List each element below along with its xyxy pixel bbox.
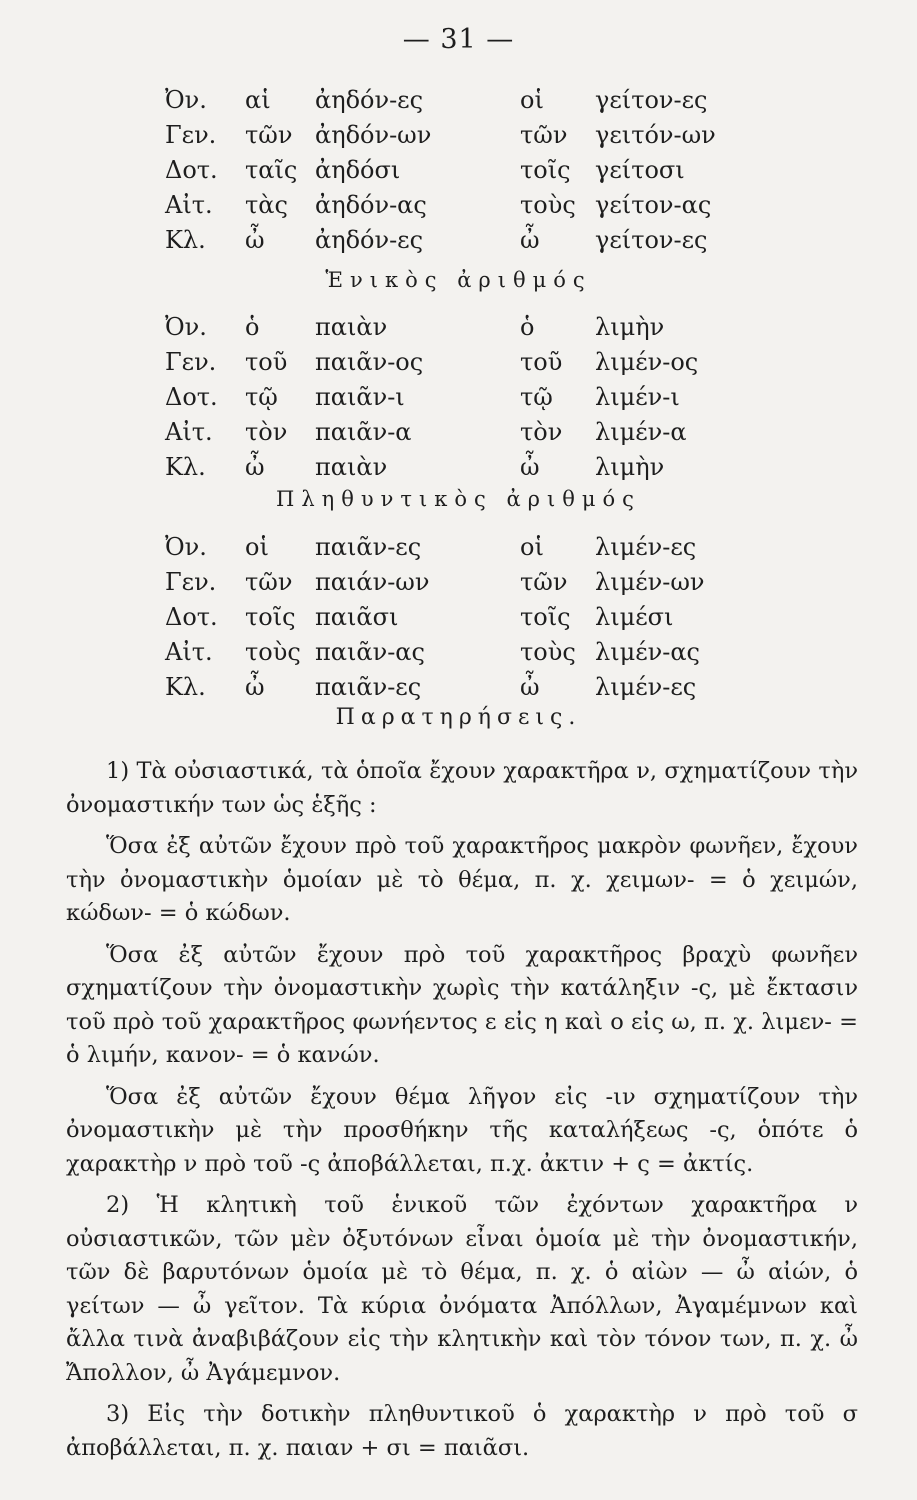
plural-heading: Πληθυντικὸς ἀριθμός [276,487,641,511]
cell-form2: γείτον-ας [595,191,712,219]
note-1-short-vowel: Ὅσα ἐξ αὐτῶν ἔχουν πρὸ τοῦ χαρακτῆρος βραχὺ φωνῆεν σχηματίζουν τὴν ὀνομαστικὴν χωρὶς τὴν κατάληξιν -ς, μὲ ἔκτασιν τοῦ πρὸ τοῦ χαρακτῆρος φωνήεντος ε εἰς η καὶ ο εἰς ω, π. χ. λιμεν- = ὁ λιμήν, κανον- = ὁ κανών. [66,941,858,1068]
cell-art2: ὦ [520,226,540,254]
cell-art2: ὁ [520,313,535,341]
singular-heading: Ἑνικὸς ἀριθμός [325,268,592,292]
cell-case: Δοτ. [165,603,218,631]
cell-art1: αἱ [245,86,271,114]
note-1-long-vowel: Ὅσα ἐξ αὐτῶν ἔχουν πρὸ τοῦ χαρακτῆρος μακρὸν φωνῆεν, ἔχουν τὴν ὀνομαστικὴν ὁμοίαν μὲ τὸ θέμα, π. χ. χειμων- = ὁ χειμών, κώδων- = ὁ κώδων. [66,833,858,926]
cell-art1: ὦ [245,673,265,701]
note-1-intro: 1) Τὰ οὐσιαστικά, τὰ ὁποῖα ἔχουν χαρακτῆρα ν, σχηματίζουν τὴν ὀνομαστικήν των ὡς ἑξῆς : [66,758,858,818]
cell-form1: παιὰν [315,453,388,481]
cell-art1: τοὺς [245,638,301,666]
cell-art2: οἱ [520,533,544,561]
cell-case: Γεν. [165,568,217,596]
cell-art2: τοὺς [520,191,576,219]
cell-form1: παιᾶν-ες [315,533,422,561]
cell-form2: γείτον-ες [595,86,708,114]
cell-case: Δοτ. [165,383,218,411]
cell-form2: λιμέν-α [595,418,687,446]
cell-art2: οἱ [520,86,544,114]
cell-form2: λιμέν-ες [595,673,697,701]
cell-art1: τοῖς [245,603,296,631]
cell-form1: παιᾶν-ας [315,638,425,666]
cell-art2: τοὺς [520,638,576,666]
cell-art1: ὦ [245,226,265,254]
cell-art2: ὦ [520,453,540,481]
cell-case: Ὀν. [165,533,207,561]
cell-case: Κλ. [165,673,206,701]
note-1-stem-in: Ὅσα ἐξ αὐτῶν ἔχουν θέμα λῆγον εἰς -ιν σχηματίζουν τὴν ὀνομαστικὴν μὲ τὴν προσθήκην τῆς καταλήξεως -ς, ὁπότε ὁ χαρακτὴρ ν πρὸ τοῦ -ς ἀποβάλλεται, π.χ. ἀκτιν + ς = ἀκτίς. [66,1083,858,1177]
cell-form1: παιὰν [315,313,388,341]
cell-form1: ἀηδόν-ας [315,191,427,219]
cell-art2: τῶν [520,568,568,596]
cell-art2: τοῦ [520,348,563,376]
cell-form1: ἀηδόσι [315,156,401,184]
cell-form2: λιμὴν [595,453,665,481]
cell-case: Δοτ. [165,156,218,184]
cell-form2: λιμέν-ων [595,568,705,596]
cell-form1: ἀηδόν-ων [315,121,432,149]
cell-art2: τῶν [520,121,568,149]
cell-case: Κλ. [165,226,206,254]
cell-art1: ταῖς [245,156,298,184]
cell-form1: παιᾶν-ι [315,383,405,411]
cell-form1: παιᾶσι [315,603,399,631]
cell-art1: τῶν [245,568,293,596]
cell-case: Ὀν. [165,313,207,341]
cell-form1: παιάν-ων [315,568,430,596]
cell-form2: λιμέν-ες [595,533,697,561]
cell-case: Γεν. [165,121,217,149]
cell-case: Αἰτ. [165,191,213,219]
cell-form1: παιᾶν-ες [315,673,422,701]
cell-form2: λιμὴν [595,313,665,341]
cell-art2: τὸν [520,418,563,446]
cell-art2: τῷ [520,383,553,411]
cell-art2: ὦ [520,673,540,701]
cell-form2: λιμέν-ος [595,348,699,376]
cell-case: Αἰτ. [165,418,213,446]
cell-case: Γεν. [165,348,217,376]
cell-art2: τοῖς [520,156,571,184]
note-2: 2) Ἡ κλητικὴ τοῦ ἑνικοῦ τῶν ἐχόντων χαρακτῆρα ν οὐσιαστικῶν, τῶν μὲν ὀξυτόνων εἶναι ὁμοία μὲ τὴν ὀνομαστικήν, τῶν δὲ βαρυτόνων ὁμοία μὲ τὸ θέμα, π. χ. ὁ αἰὼν — ὦ αἰών, ὁ γείτων — ὦ γεῖτον. Τὰ κύρια ὀνόματα Ἀπόλλων, Ἀγαμέμνων καὶ ἄλλα τινὰ ἀναβιβάζουν εἰς τὴν κλητικὴν καὶ τὸν τόνον των, π. χ. ὦ Ἄπολλον, ὦ Ἀγάμεμνον. [66,1192,858,1386]
cell-form1: ἀηδόν-ες [315,226,424,254]
cell-art1: τῷ [245,383,278,411]
observations-text [66,755,858,1473]
cell-art1: τῶν [245,121,293,149]
cell-case: Ὀν. [165,86,207,114]
cell-art1: ὦ [245,453,265,481]
cell-art2: τοῖς [520,603,571,631]
cell-form2: λιμέσι [595,603,674,631]
cell-form2: γειτόν-ων [595,121,716,149]
cell-art1: ὁ [245,313,260,341]
cell-art1: οἱ [245,533,269,561]
cell-case: Κλ. [165,453,206,481]
observations-title: Παρατηρήσεις. [335,705,582,730]
cell-form2: λιμέν-ας [595,638,700,666]
cell-art1: τὸν [245,418,288,446]
cell-form2: γείτον-ες [595,226,708,254]
cell-art1: τοῦ [245,348,288,376]
cell-form2: λιμέν-ι [595,383,680,411]
cell-art1: τὰς [245,191,288,219]
note-3: 3) Εἰς τὴν δοτικὴν πληθυντικοῦ ὁ χαρακτὴρ ν πρὸ τοῦ σ ἀποβάλλεται, π. χ. παιαν + σι = παιᾶσι. [66,1401,858,1461]
cell-form1: ἀηδόν-ες [315,86,424,114]
cell-form1: παιᾶν-α [315,418,412,446]
page-number: — 31 — [402,24,515,55]
cell-form1: παιᾶν-ος [315,348,424,376]
cell-case: Αἰτ. [165,638,213,666]
cell-form2: γείτοσι [595,156,685,184]
